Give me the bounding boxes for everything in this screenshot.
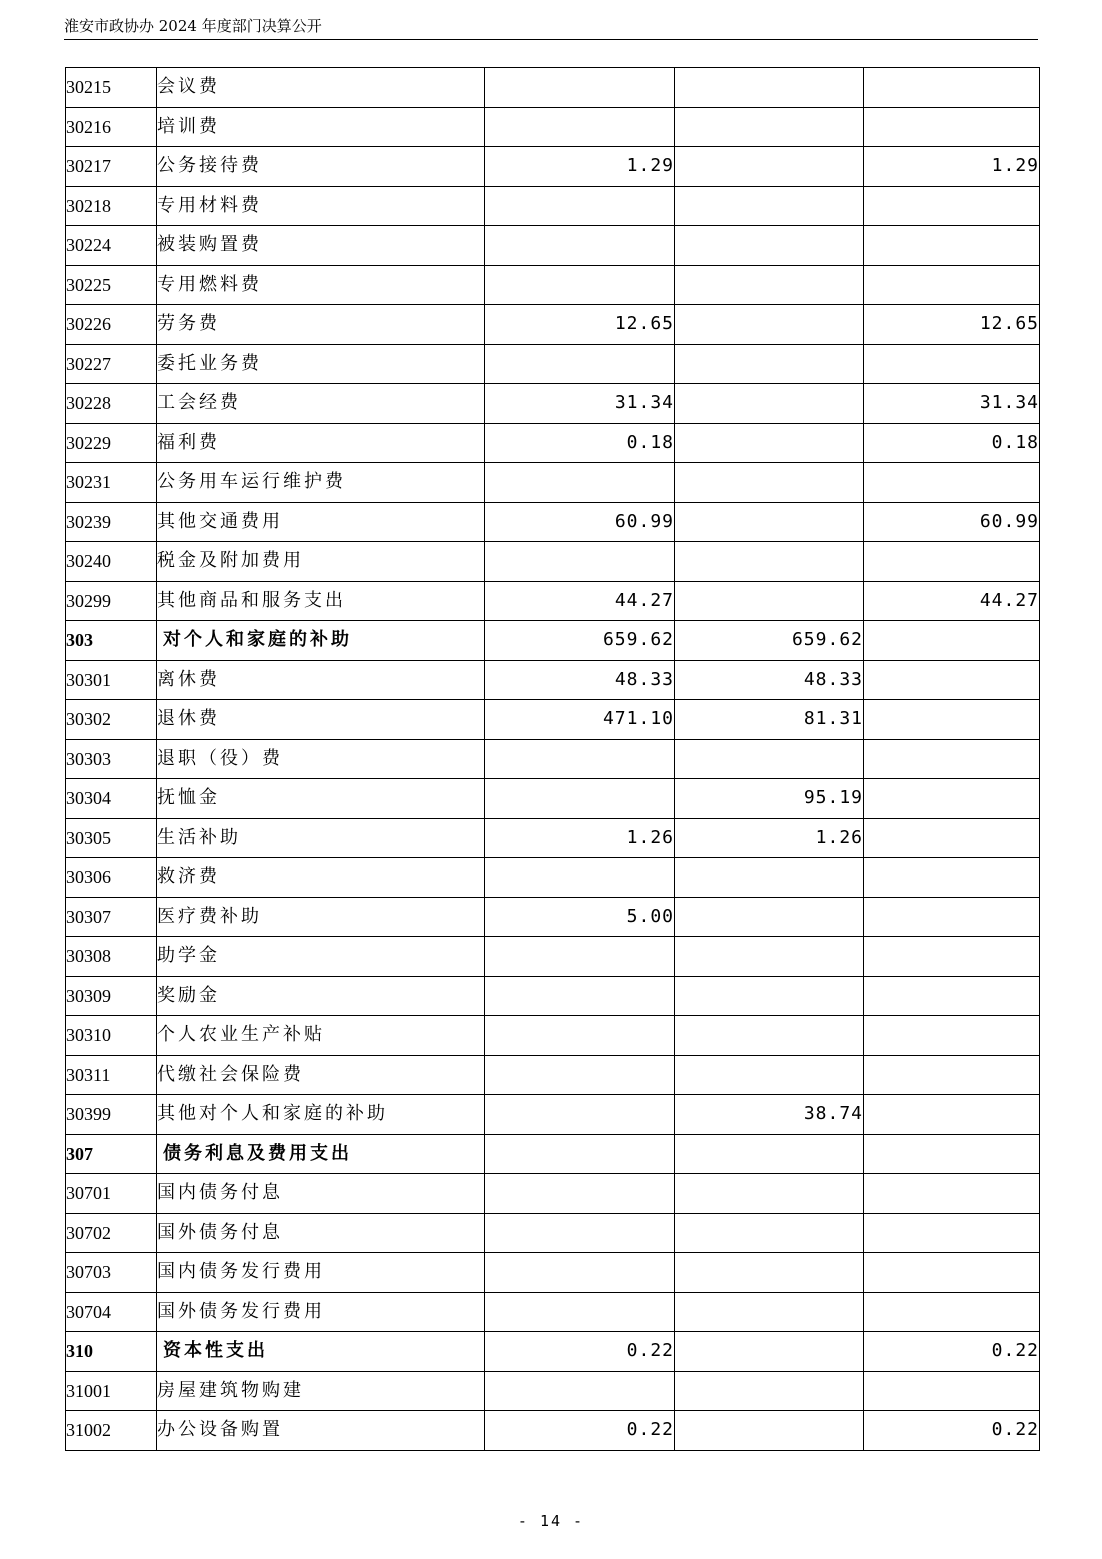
account-code-cell: 30309 [66,976,157,1016]
basic-expenditure-cell [675,423,864,463]
table-row [66,581,1040,621]
table-group-row [66,1134,1040,1174]
header-divider [64,39,1038,40]
total-amount-cell: 60.99 [485,502,675,542]
account-code-cell: 30701 [66,1174,157,1214]
account-name-cell: 救济费 [157,858,485,898]
basic-expenditure-cell [675,107,864,147]
account-name-cell: 个人农业生产补贴 [157,1016,485,1056]
total-amount-cell [485,1253,675,1293]
account-name-cell: 税金及附加费用 [157,542,485,582]
total-amount-cell [485,976,675,1016]
total-amount-cell [485,1371,675,1411]
account-name-cell: 其他对个人和家庭的补助 [157,1095,485,1135]
total-amount-cell [485,739,675,779]
table-row [66,226,1040,266]
basic-expenditure-cell [675,937,864,977]
account-code-cell: 31002 [66,1411,157,1451]
basic-expenditure-cell [675,1016,864,1056]
table-row [66,739,1040,779]
project-expenditure-cell [864,660,1040,700]
table-row [66,305,1040,345]
account-code-cell: 30239 [66,502,157,542]
basic-expenditure-cell [675,1253,864,1293]
account-name-cell: 债务利息及费用支出 [157,1134,485,1174]
basic-expenditure-cell [675,858,864,898]
account-name-cell: 国内债务发行费用 [157,1253,485,1293]
total-amount-cell: 1.26 [485,818,675,858]
basic-expenditure-cell [675,1411,864,1451]
account-name-cell: 奖励金 [157,976,485,1016]
basic-expenditure-cell [675,305,864,345]
account-code-cell: 30231 [66,463,157,503]
table-row [66,502,1040,542]
account-name-cell: 办公设备购置 [157,1411,485,1451]
account-code-cell: 30225 [66,265,157,305]
project-expenditure-cell [864,107,1040,147]
project-expenditure-cell [864,621,1040,661]
basic-expenditure-cell [675,1134,864,1174]
basic-expenditure-cell [675,265,864,305]
account-name-cell: 房屋建筑物购建 [157,1371,485,1411]
total-amount-cell: 471.10 [485,700,675,740]
table-row [66,700,1040,740]
account-code-cell: 30399 [66,1095,157,1135]
account-code-cell: 30302 [66,700,157,740]
table-row [66,423,1040,463]
account-code-cell: 30217 [66,147,157,187]
project-expenditure-cell [864,1174,1040,1214]
project-expenditure-cell [864,700,1040,740]
project-expenditure-cell: 12.65 [864,305,1040,345]
account-name-cell: 公务接待费 [157,147,485,187]
basic-expenditure-cell [675,68,864,108]
account-name-cell: 会议费 [157,68,485,108]
total-amount-cell: 5.00 [485,897,675,937]
account-code-cell: 310 [66,1332,157,1372]
account-code-cell: 30299 [66,581,157,621]
total-amount-cell [485,344,675,384]
total-amount-cell [485,858,675,898]
basic-expenditure-cell [675,226,864,266]
account-name-cell: 退职（役）费 [157,739,485,779]
basic-expenditure-cell [675,344,864,384]
account-code-cell: 30229 [66,423,157,463]
basic-expenditure-cell [675,186,864,226]
account-name-cell: 国外债务付息 [157,1213,485,1253]
total-amount-cell [485,1134,675,1174]
basic-expenditure-cell [675,542,864,582]
basic-expenditure-cell: 95.19 [675,779,864,819]
table-row [66,344,1040,384]
project-expenditure-cell [864,1055,1040,1095]
account-name-cell: 被装购置费 [157,226,485,266]
basic-expenditure-cell [675,147,864,187]
project-expenditure-cell: 0.18 [864,423,1040,463]
account-name-cell: 抚恤金 [157,779,485,819]
table-body [66,68,1040,1451]
account-code-cell: 30216 [66,107,157,147]
table-row [66,265,1040,305]
table-row [66,1253,1040,1293]
table-row [66,976,1040,1016]
account-code-cell: 30305 [66,818,157,858]
table-row [66,1174,1040,1214]
account-name-cell: 其他商品和服务支出 [157,581,485,621]
table-row [66,660,1040,700]
account-name-cell: 对个人和家庭的补助 [157,621,485,661]
total-amount-cell [485,1055,675,1095]
account-code-cell: 30227 [66,344,157,384]
account-code-cell: 30228 [66,384,157,424]
basic-expenditure-cell [675,976,864,1016]
project-expenditure-cell [864,1016,1040,1056]
total-amount-cell: 0.22 [485,1332,675,1372]
account-name-cell: 离休费 [157,660,485,700]
total-amount-cell [485,186,675,226]
project-expenditure-cell: 31.34 [864,384,1040,424]
basic-expenditure-cell: 1.26 [675,818,864,858]
account-code-cell: 30224 [66,226,157,266]
account-name-cell: 劳务费 [157,305,485,345]
basic-expenditure-cell: 38.74 [675,1095,864,1135]
account-name-cell: 专用材料费 [157,186,485,226]
project-expenditure-cell [864,897,1040,937]
table-row [66,1292,1040,1332]
project-expenditure-cell [864,344,1040,384]
account-code-cell: 30311 [66,1055,157,1095]
basic-expenditure-cell: 81.31 [675,700,864,740]
account-code-cell: 30240 [66,542,157,582]
account-name-cell: 委托业务费 [157,344,485,384]
table-row [66,818,1040,858]
table-group-row [66,621,1040,661]
basic-expenditure-cell [675,1332,864,1372]
total-amount-cell [485,107,675,147]
basic-expenditure-cell [675,384,864,424]
project-expenditure-cell [864,265,1040,305]
table-row [66,186,1040,226]
total-amount-cell: 659.62 [485,621,675,661]
account-code-cell: 31001 [66,1371,157,1411]
account-name-cell: 其他交通费用 [157,502,485,542]
total-amount-cell [485,68,675,108]
page-number: - 14 - [517,1512,585,1530]
project-expenditure-cell [864,226,1040,266]
account-name-cell: 助学金 [157,937,485,977]
table-row [66,1095,1040,1135]
project-expenditure-cell [864,1253,1040,1293]
table-row [66,1016,1040,1056]
account-name-cell: 工会经费 [157,384,485,424]
table-row [66,384,1040,424]
basic-expenditure-cell [675,1371,864,1411]
project-expenditure-cell [864,463,1040,503]
total-amount-cell: 0.18 [485,423,675,463]
project-expenditure-cell [864,1292,1040,1332]
table-row [66,147,1040,187]
table-row [66,463,1040,503]
total-amount-cell [485,226,675,266]
total-amount-cell [485,463,675,503]
table-row [66,858,1040,898]
account-code-cell: 30307 [66,897,157,937]
total-amount-cell [485,779,675,819]
total-amount-cell: 1.29 [485,147,675,187]
basic-expenditure-cell [675,581,864,621]
total-amount-cell [485,1174,675,1214]
account-name-cell: 福利费 [157,423,485,463]
account-name-cell: 公务用车运行维护费 [157,463,485,503]
project-expenditure-cell: 44.27 [864,581,1040,621]
table-row [66,68,1040,108]
basic-expenditure-cell [675,897,864,937]
project-expenditure-cell: 60.99 [864,502,1040,542]
basic-expenditure-cell [675,1213,864,1253]
account-code-cell: 30303 [66,739,157,779]
account-name-cell: 培训费 [157,107,485,147]
account-code-cell: 30215 [66,68,157,108]
account-name-cell: 资本性支出 [157,1332,485,1372]
table-row [66,937,1040,977]
project-expenditure-cell [864,1134,1040,1174]
table-row [66,542,1040,582]
project-expenditure-cell [864,1371,1040,1411]
basic-expenditure-cell [675,463,864,503]
project-expenditure-cell: 0.22 [864,1332,1040,1372]
total-amount-cell: 44.27 [485,581,675,621]
table-group-row [66,1332,1040,1372]
total-amount-cell: 12.65 [485,305,675,345]
account-code-cell: 30301 [66,660,157,700]
account-code-cell: 30704 [66,1292,157,1332]
basic-expenditure-cell: 48.33 [675,660,864,700]
table-row [66,1371,1040,1411]
project-expenditure-cell: 1.29 [864,147,1040,187]
total-amount-cell: 0.22 [485,1411,675,1451]
table-row [66,897,1040,937]
account-name-cell: 退休费 [157,700,485,740]
project-expenditure-cell [864,779,1040,819]
account-code-cell: 30218 [66,186,157,226]
basic-expenditure-cell [675,502,864,542]
project-expenditure-cell [864,818,1040,858]
total-amount-cell [485,937,675,977]
account-name-cell: 专用燃料费 [157,265,485,305]
total-amount-cell [485,1292,675,1332]
project-expenditure-cell [864,976,1040,1016]
total-amount-cell [485,1213,675,1253]
expenditure-table [65,67,1040,1451]
account-name-cell: 代缴社会保险费 [157,1055,485,1095]
project-expenditure-cell [864,1213,1040,1253]
basic-expenditure-cell: 659.62 [675,621,864,661]
table-row [66,1213,1040,1253]
project-expenditure-cell [864,1095,1040,1135]
account-code-cell: 307 [66,1134,157,1174]
basic-expenditure-cell [675,739,864,779]
account-name-cell: 国内债务付息 [157,1174,485,1214]
table-row [66,1055,1040,1095]
project-expenditure-cell [864,937,1040,977]
total-amount-cell [485,542,675,582]
account-code-cell: 303 [66,621,157,661]
project-expenditure-cell [864,739,1040,779]
project-expenditure-cell [864,186,1040,226]
project-expenditure-cell: 0.22 [864,1411,1040,1451]
basic-expenditure-cell [675,1292,864,1332]
account-code-cell: 30308 [66,937,157,977]
table-row [66,1411,1040,1451]
total-amount-cell [485,1016,675,1056]
project-expenditure-cell [864,68,1040,108]
account-name-cell: 生活补助 [157,818,485,858]
table-row [66,107,1040,147]
basic-expenditure-cell [675,1174,864,1214]
account-name-cell: 国外债务发行费用 [157,1292,485,1332]
account-code-cell: 30226 [66,305,157,345]
table-row [66,779,1040,819]
project-expenditure-cell [864,542,1040,582]
document-header-title: 淮安市政协办 2024 年度部门决算公开 [64,17,322,35]
account-code-cell: 30306 [66,858,157,898]
total-amount-cell: 48.33 [485,660,675,700]
basic-expenditure-cell [675,1055,864,1095]
project-expenditure-cell [864,858,1040,898]
total-amount-cell [485,265,675,305]
account-name-cell: 医疗费补助 [157,897,485,937]
account-code-cell: 30304 [66,779,157,819]
account-code-cell: 30703 [66,1253,157,1293]
account-code-cell: 30310 [66,1016,157,1056]
account-code-cell: 30702 [66,1213,157,1253]
total-amount-cell: 31.34 [485,384,675,424]
total-amount-cell [485,1095,675,1135]
